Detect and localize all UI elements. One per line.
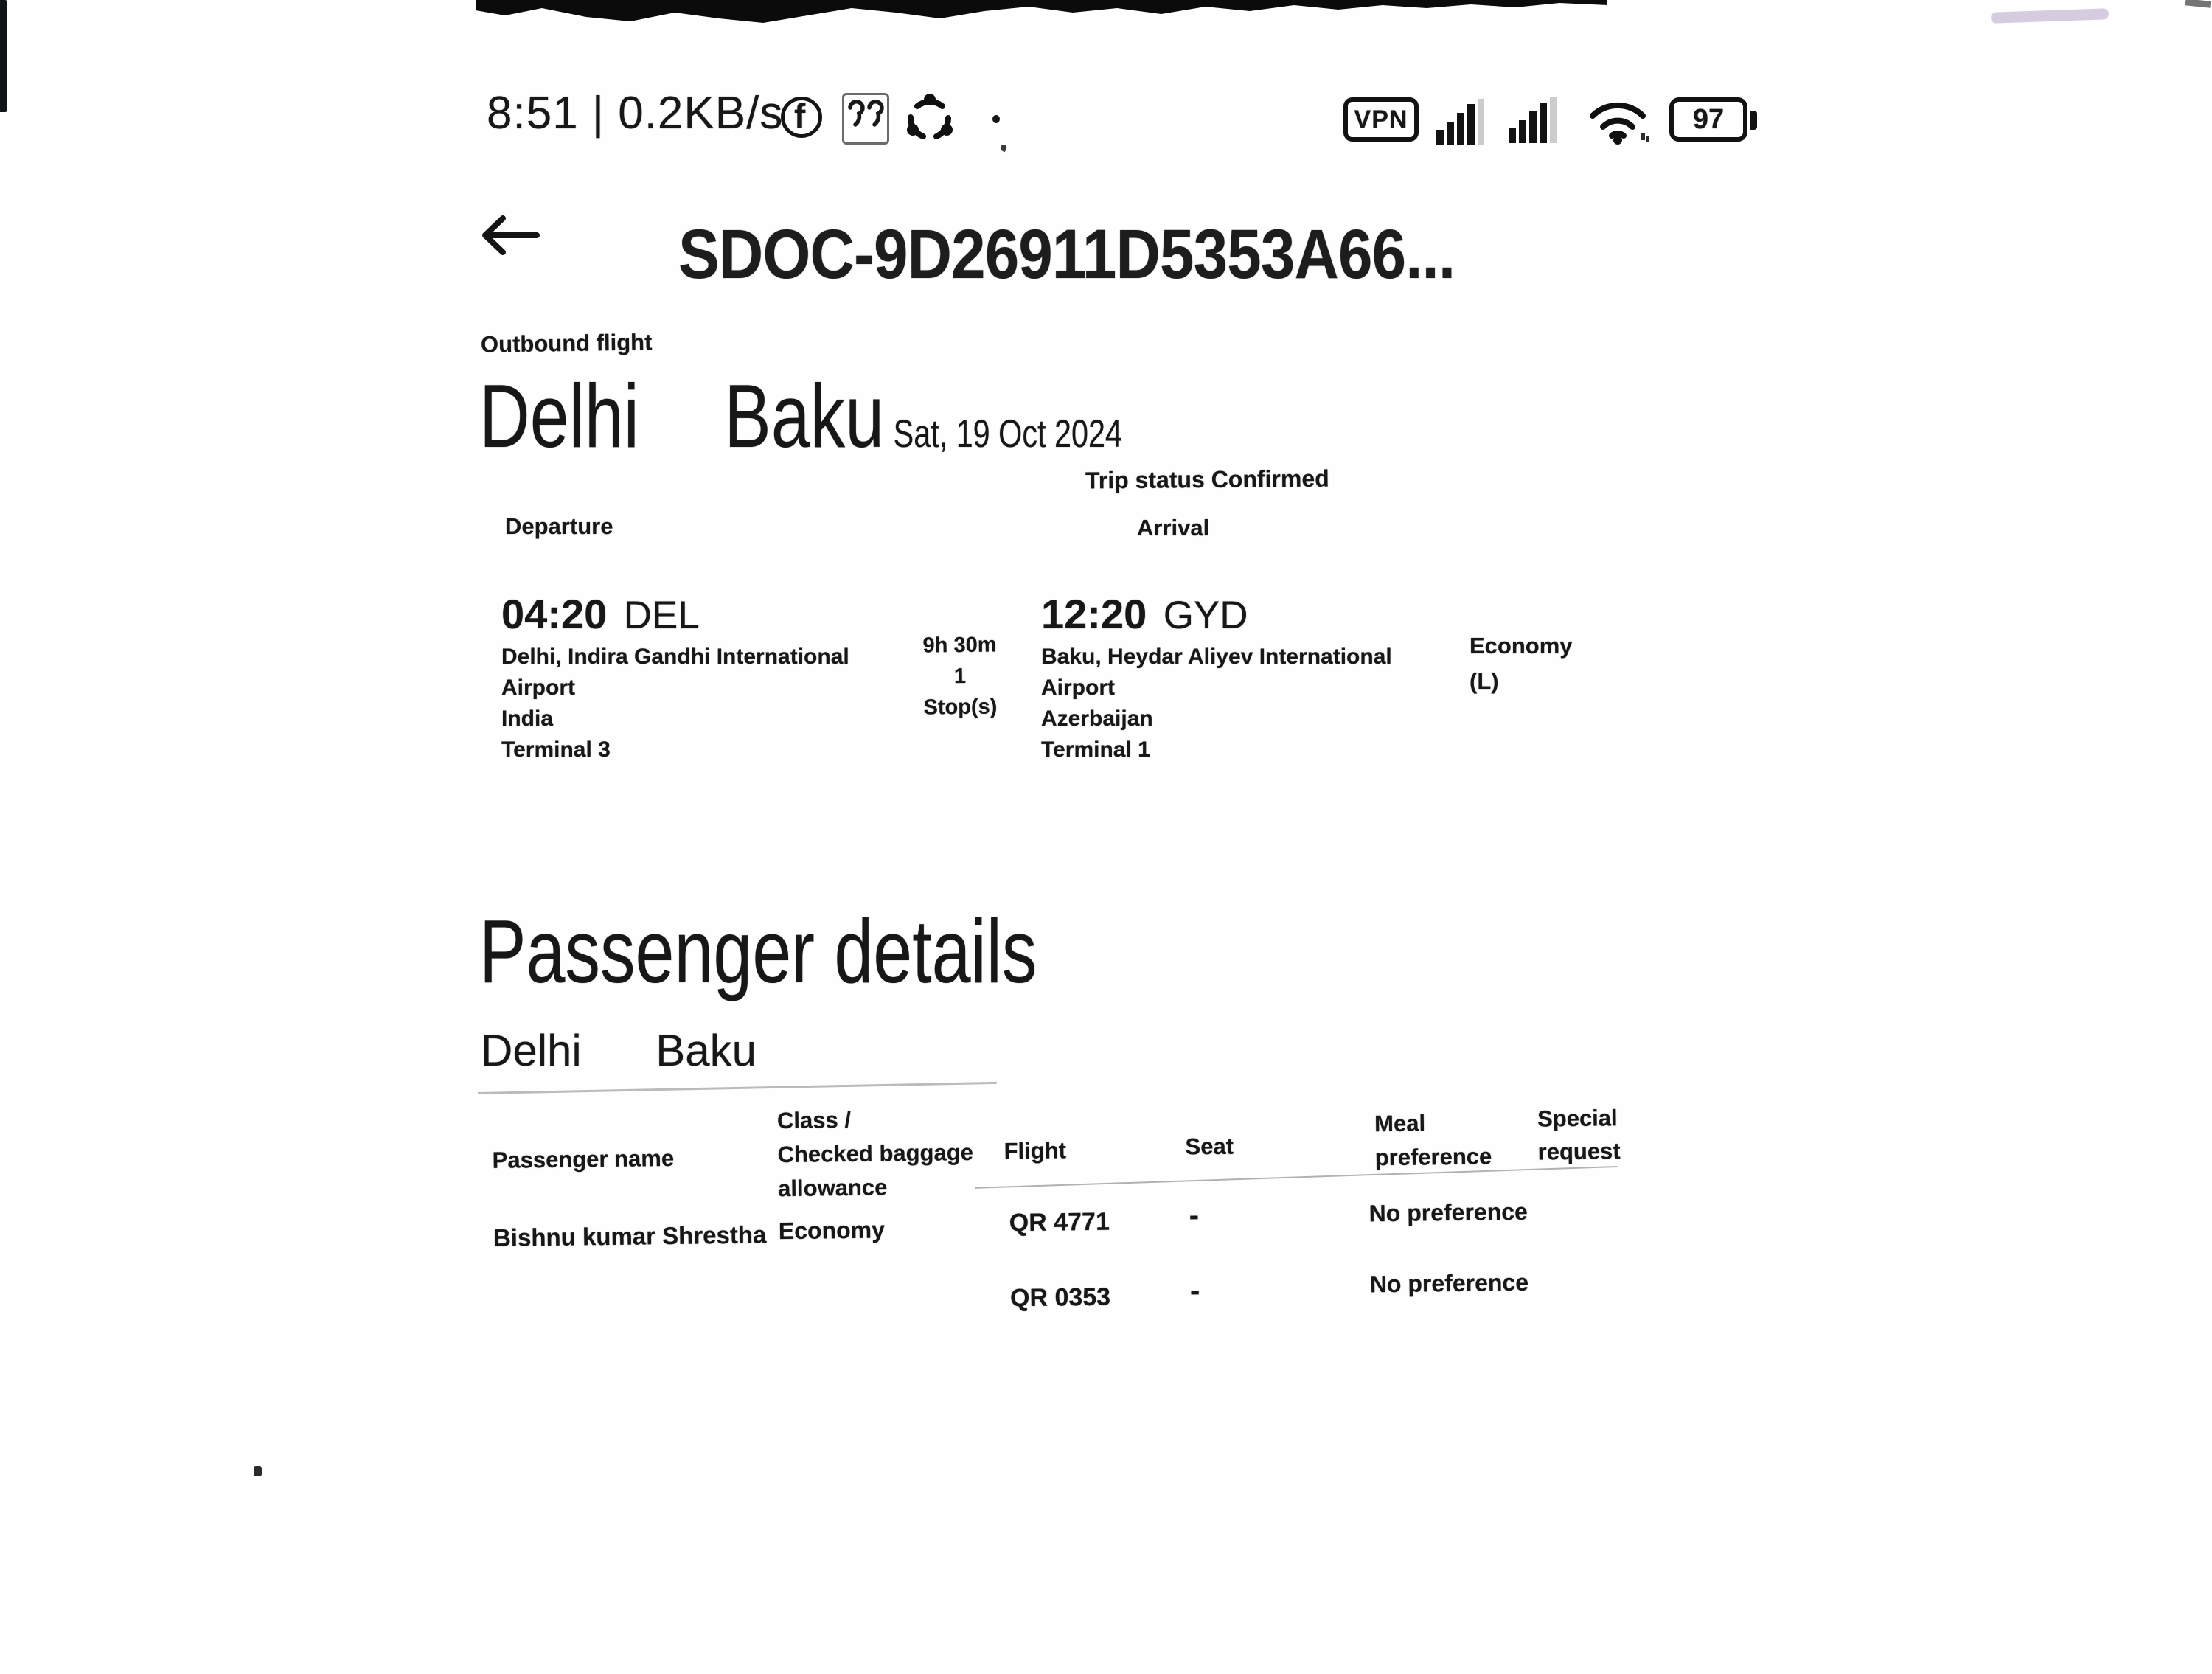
- table-row-cabin-class: Economy: [778, 1216, 886, 1245]
- arrival-airport-code: GYD: [1163, 594, 1248, 637]
- arrival-terminal: Terminal 1: [1041, 737, 1150, 762]
- arrival-airport-line: Baku, Heydar Aliyev International: [1041, 645, 1392, 669]
- page-title: SDOC-9D26911D5353A66...: [678, 215, 1455, 294]
- departure-terminal: Terminal 3: [501, 737, 611, 762]
- outbound-flight-label: Outbound flight: [480, 329, 653, 358]
- table-header-separator: [975, 1166, 1618, 1189]
- column-header-seat: Seat: [1185, 1133, 1234, 1160]
- trip-status: Trip status Confirmed: [1085, 465, 1329, 494]
- column-header-meal-preference: Meal preference: [1374, 1110, 1492, 1171]
- route-travel-date: Sat, 19 Oct 2024: [893, 412, 1122, 456]
- stops-label: Stop(s): [923, 695, 998, 720]
- tab-origin-delhi[interactable]: Delhi: [481, 1026, 582, 1075]
- table-row-flight-number: QR 4771: [1009, 1207, 1110, 1237]
- column-header-special-request: Special request: [1537, 1105, 1621, 1165]
- table-row-meal-preference: No preference: [1368, 1198, 1528, 1227]
- facebook-icon: f: [781, 97, 822, 138]
- arrival-time: 12:20: [1041, 591, 1147, 637]
- arrival-label: Arrival: [1137, 515, 1210, 541]
- duration-value: 9h 30m: [922, 633, 997, 658]
- departure-airport-line: Airport: [501, 675, 575, 700]
- table-row-passenger-name: Bishnu kumar Shrestha: [493, 1220, 767, 1251]
- column-header-class-baggage: Class / Checked baggage allowance: [776, 1106, 974, 1202]
- column-header-flight: Flight: [1004, 1137, 1067, 1164]
- departure-airport-line: Delhi, Indira Gandhi International: [501, 645, 849, 669]
- vpn-badge: VPN: [1343, 97, 1419, 142]
- passenger-details-heading: Passenger details: [479, 901, 1037, 1001]
- statusbar-time-netspeed: 8:51 | 0.2KB/s: [487, 88, 784, 139]
- route-origin-city: Delhi: [479, 366, 639, 466]
- arrival-country: Azerbaijan: [1041, 706, 1153, 731]
- arrival-airport-line: Airport: [1041, 675, 1115, 700]
- column-header-passenger-name: Passenger name: [492, 1145, 675, 1173]
- table-row-meal-preference: No preference: [1369, 1268, 1529, 1298]
- stops-count: 1: [953, 664, 967, 689]
- tab-destination-baku[interactable]: Baku: [655, 1026, 757, 1075]
- battery-percent: 97: [1692, 103, 1725, 135]
- departure-country: India: [501, 706, 554, 731]
- table-row-seat: -: [1189, 1274, 1200, 1307]
- table-row-flight-number: QR 0353: [1009, 1282, 1111, 1313]
- departure-label: Departure: [505, 513, 613, 539]
- table-row-seat: -: [1189, 1199, 1200, 1232]
- booking-class-code: (L): [1470, 668, 1499, 694]
- route-destination-city: Baku: [724, 366, 885, 466]
- departure-airport-code: DEL: [623, 594, 700, 637]
- departure-time: 04:20: [501, 591, 608, 637]
- cabin-class: Economy: [1470, 633, 1573, 659]
